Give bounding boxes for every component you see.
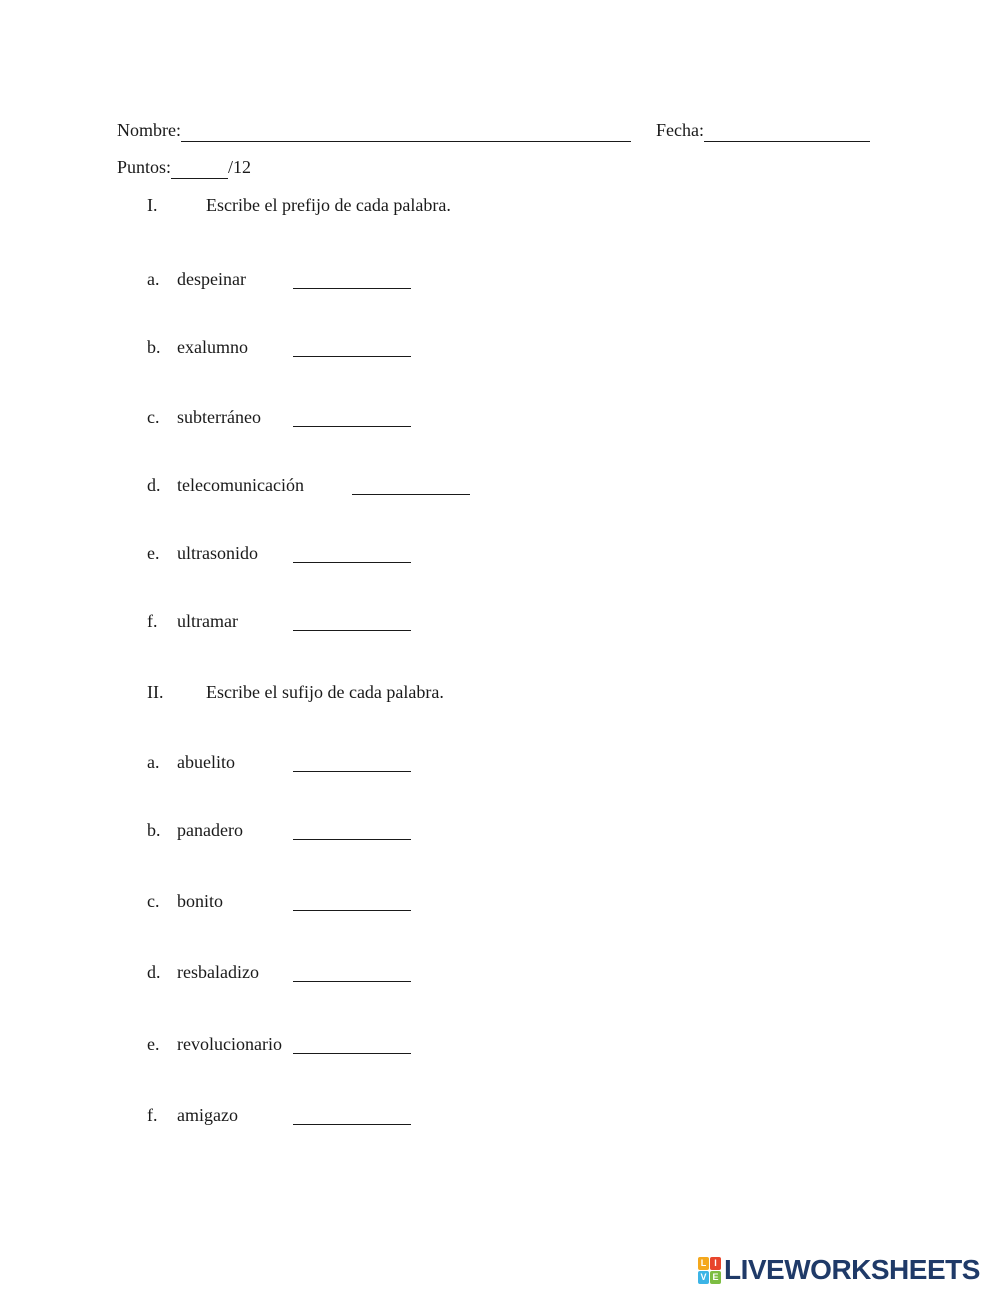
answer-input[interactable] (352, 477, 470, 495)
item-letter: d. (147, 962, 161, 982)
list-item (147, 474, 304, 496)
answer-input[interactable] (293, 409, 411, 427)
list-item (147, 819, 243, 841)
answer-input[interactable] (293, 545, 411, 563)
section-1-numeral: I. (147, 195, 158, 215)
item-letter: a. (147, 269, 160, 289)
points-label: Puntos: (117, 157, 172, 177)
item-word: telecomunicación (177, 475, 304, 495)
answer-input[interactable] (293, 893, 411, 911)
list-item (147, 961, 259, 983)
item-letter: a. (147, 752, 160, 772)
logo-letter-i: I (710, 1257, 721, 1270)
section-1-heading (147, 194, 451, 216)
logo-letter-e: E (710, 1271, 721, 1284)
list-item (147, 406, 261, 428)
answer-input[interactable] (293, 964, 411, 982)
section-2-instruction: Escribe el sufijo de cada palabra. (206, 682, 444, 702)
item-word: abuelito (177, 752, 235, 772)
item-word: ultramar (177, 611, 238, 631)
item-letter: b. (147, 820, 161, 840)
date-label: Fecha: (656, 120, 704, 140)
name-input[interactable] (181, 124, 631, 142)
item-word: revolucionario (177, 1034, 282, 1054)
section-2-heading (147, 681, 444, 703)
item-word: exalumno (177, 337, 248, 357)
logo-letter-l: L (698, 1257, 709, 1270)
item-letter: e. (147, 1034, 160, 1054)
section-1-instruction: Escribe el prefijo de cada palabra. (206, 195, 451, 215)
name-label: Nombre: (117, 120, 181, 140)
date-input[interactable] (704, 124, 870, 142)
item-letter: b. (147, 337, 161, 357)
liveworksheets-logo (698, 1255, 980, 1285)
name-row (117, 119, 631, 142)
answer-input[interactable] (293, 822, 411, 840)
item-word: despeinar (177, 269, 246, 289)
list-item (147, 1033, 282, 1055)
answer-input[interactable] (293, 271, 411, 289)
item-word: amigazo (177, 1105, 238, 1125)
item-word: ultrasonido (177, 543, 258, 563)
list-item (147, 610, 238, 632)
item-word: panadero (177, 820, 243, 840)
list-item (147, 268, 246, 290)
item-letter: c. (147, 891, 160, 911)
logo-text: LIVEWORKSHEETS (724, 1254, 980, 1285)
answer-input[interactable] (293, 1107, 411, 1125)
item-word: resbaladizo (177, 962, 259, 982)
item-letter: d. (147, 475, 161, 495)
item-word: subterráneo (177, 407, 261, 427)
list-item (147, 1104, 238, 1126)
answer-input[interactable] (293, 339, 411, 357)
item-letter: f. (147, 1105, 158, 1125)
points-input[interactable] (171, 161, 228, 179)
answer-input[interactable] (293, 613, 411, 631)
item-letter: e. (147, 543, 160, 563)
live-logo-icon (698, 1257, 721, 1284)
answer-input[interactable] (293, 754, 411, 772)
points-row (117, 156, 251, 179)
answer-input[interactable] (293, 1036, 411, 1054)
list-item (147, 542, 258, 564)
list-item (147, 890, 223, 912)
list-item (147, 751, 235, 773)
list-item (147, 336, 248, 358)
item-letter: c. (147, 407, 160, 427)
item-letter: f. (147, 611, 158, 631)
logo-letter-v: V (698, 1271, 709, 1284)
item-word: bonito (177, 891, 224, 911)
date-row (656, 119, 870, 142)
points-total: /12 (228, 157, 252, 177)
section-2-numeral: II. (147, 682, 164, 702)
